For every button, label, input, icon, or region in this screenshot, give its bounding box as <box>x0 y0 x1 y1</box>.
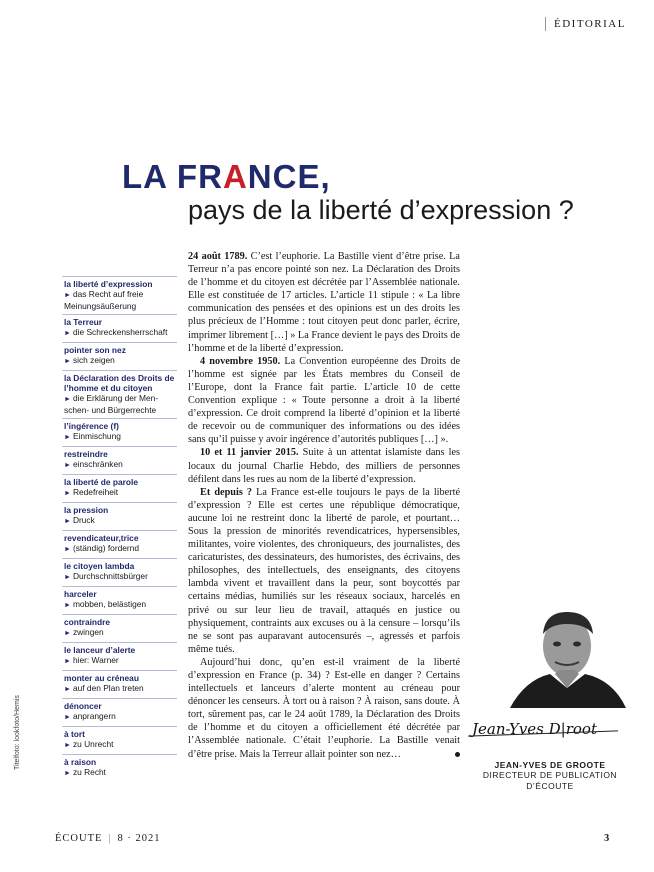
vocab-german-text: anprangern <box>72 711 116 721</box>
vocab-french: à raison <box>64 757 97 767</box>
vocab-item <box>62 502 177 530</box>
vocab-french: la liberté de parole <box>64 477 139 487</box>
headline-part-a: LA FR <box>122 158 223 195</box>
vocab-item <box>62 446 177 474</box>
vocab-item <box>62 370 177 418</box>
issue-number: 8 · 2021 <box>117 833 161 844</box>
footer-masthead <box>55 833 161 844</box>
arrow-icon: ► <box>64 574 71 581</box>
vocab-french: dénoncer <box>64 701 102 711</box>
vocab-german <box>64 627 177 639</box>
vocabulary-sidebar <box>62 276 177 782</box>
arrow-icon: ► <box>64 330 71 337</box>
vocab-german-text: zu Recht <box>72 767 106 777</box>
page-number: 3 <box>604 833 610 844</box>
vocab-german-text: zu Unrecht <box>72 739 114 749</box>
vocab-item <box>62 726 177 754</box>
vocab-item <box>62 754 177 782</box>
arrow-icon: ► <box>64 292 71 299</box>
arrow-icon: ► <box>64 546 71 553</box>
vocab-german-text: auf den Plan treten <box>72 683 144 693</box>
vocab-french: la Terreur <box>64 317 103 327</box>
arrow-icon: ► <box>64 518 71 525</box>
arrow-icon: ► <box>64 714 71 721</box>
vocab-german-text: das Recht auf freie Meinungsäußerung <box>64 289 144 311</box>
vocab-german-text: hier: Warner <box>72 655 119 665</box>
arrow-icon: ► <box>64 434 71 441</box>
headline-line1 <box>122 158 331 196</box>
vocab-german <box>64 599 177 611</box>
vocab-german <box>64 543 177 555</box>
paragraph-4-text: La France est-elle toujours le pays de la liberté d’expression ? Elle est certes une république démocratique, aucune loi ne restreint donc la liberté de parole, et pourtant… Sous la pression de minorités revendicatrices, hypersensibles, militantes, voire violentes, des chroniqueurs, des journalistes, des caricaturistes, des dessinateurs, des humoristes, des écrivains, des philosophes, des intellectuels, des enseignants, des citoyens lambda vivent et travaillent dans la peur, sont boycottés par certains médias, humiliés sur les réseaux sociaux, harcelés en privé ou sur leur lieu de travail, attaqués en justice ou physiquement, contraints aux excuses ou à la censure – lorsqu’ils ne se sont pas auparavant autocensurés –, agressés et parfois même tués. <box>188 486 460 655</box>
vocab-german <box>64 571 177 583</box>
photo-credit: Titelfoto: lookfoto/Hemis <box>14 695 21 770</box>
section-label: ÉDITORIAL <box>545 17 626 31</box>
vocab-french: la Déclaration des Droits de l’homme et du citoyen <box>64 373 175 393</box>
vocab-german <box>64 459 177 471</box>
vocab-french: restreindre <box>64 449 108 459</box>
arrow-icon: ► <box>64 396 71 403</box>
author-role <box>470 770 630 792</box>
vocab-german <box>64 327 177 339</box>
paragraph-2-text: La Convention européenne des Droits de l’homme est signée par les États membres du Conseil de l’Europe, dont la France fait partie. L’article 10 de cette Convention explique : « Toute personne a droit à la liberté d’expression. Ce droit comprend la liberté d’opinion et la liberté de recevoir ou de communiquer des informations ou des idées sans qu’il puisse y avoir ingérence d’autorités publiques […] ». <box>188 355 460 446</box>
magazine-name: ÉCOUTE <box>55 833 103 844</box>
article-body <box>188 250 460 761</box>
vocab-french: la pression <box>64 505 109 515</box>
vocab-french: contraindre <box>64 617 111 627</box>
arrow-icon: ► <box>64 770 71 777</box>
paragraph-1 <box>188 250 460 355</box>
arrow-icon: ► <box>64 602 71 609</box>
arrow-icon: ► <box>64 462 71 469</box>
end-mark-icon <box>455 752 460 757</box>
paragraph-3-text: Suite à un attentat islamiste dans les locaux du journal Charlie Hebdo, des milliers de personnes défilent dans les rues au nom de la liberté d’expression. <box>188 447 460 485</box>
date-2015: 10 et 11 janvier 2015. <box>200 447 299 459</box>
vocab-german <box>64 355 177 367</box>
headline-accent-letter: A <box>222 158 248 195</box>
vocab-german <box>64 711 177 723</box>
vocab-item <box>62 342 177 370</box>
vocab-german-text: die Erklärung der Menschen- und Bürgerrechte <box>64 393 159 415</box>
vocab-german <box>64 487 177 499</box>
lead-question: Et depuis ? <box>200 486 253 498</box>
vocab-german <box>64 515 177 527</box>
arrow-icon: ► <box>64 490 71 497</box>
vocab-german-text: (ständig) fordernd <box>72 543 140 553</box>
vocab-item <box>62 698 177 726</box>
vocab-german <box>64 289 177 311</box>
author-role-line1: DIRECTEUR DE PUBLICATION <box>482 770 618 780</box>
vocab-german-text: Durchschnittsbürger <box>72 571 148 581</box>
vocab-french: la liberté d’expression <box>64 279 153 289</box>
paragraph-5 <box>188 656 460 761</box>
vocab-item <box>62 418 177 446</box>
vocab-french: à tort <box>64 729 85 739</box>
arrow-icon: ► <box>64 686 71 693</box>
vocab-german-text: die Schreckensherrschaft <box>72 327 168 337</box>
vocab-german <box>64 767 177 779</box>
paragraph-4 <box>188 486 460 656</box>
date-1950: 4 novembre 1950. <box>200 355 281 367</box>
vocab-german-text: Druck <box>72 515 95 525</box>
vocab-french: le citoyen lambda <box>64 561 135 571</box>
vocab-german-text: Einmischung <box>72 431 121 441</box>
vocab-item <box>62 558 177 586</box>
arrow-icon: ► <box>64 658 71 665</box>
author-name: JEAN-YVES DE GROOTE <box>494 760 606 770</box>
arrow-icon: ► <box>64 630 71 637</box>
paragraph-1-text: C’est l’euphorie. La Bastille vient d’être prise. La Terreur n’a pas encore pointé son nez. La Déclaration des Droits de l’homme et du citoyen est décrétée par l’Assemblée nationale. Elle est constituée de 17 articles. L’article 11 stipule : « La libre communication des pensées et des opinions est un des droits les plus précieux de l’Homme : tout citoyen peut donc parler, écrire, imprimer librement […] » La France devient le pays des Droits de l’homme et de la liberté d’expression. <box>188 251 460 354</box>
vocab-german-text: einschränken <box>72 459 123 469</box>
paragraph-3 <box>188 446 460 485</box>
headline-line2: pays de la liberté d’expression ? <box>188 195 574 225</box>
vocab-german <box>64 739 177 751</box>
vocab-german <box>64 655 177 667</box>
author-role-line2: D’ÉCOUTE <box>526 781 574 791</box>
footer-separator: | <box>108 833 112 844</box>
arrow-icon: ► <box>64 358 71 365</box>
vocab-french: pointer son nez <box>64 345 126 355</box>
vocab-german-text: mobben, belästigen <box>72 599 147 609</box>
vocab-item <box>62 474 177 502</box>
paragraph-2 <box>188 355 460 447</box>
vocab-item <box>62 670 177 698</box>
vocab-german <box>64 431 177 443</box>
vocab-german-text: Redefreiheit <box>72 487 119 497</box>
author-signature: Jean-Yves D|root <box>472 720 597 738</box>
vocab-item <box>62 586 177 614</box>
date-1789: 24 août 1789. <box>188 251 248 262</box>
vocab-item <box>62 642 177 670</box>
vocab-german <box>64 393 177 415</box>
vocab-french: l’ingérence (f) <box>64 421 119 431</box>
vocab-german-text: zwingen <box>72 627 104 637</box>
vocab-french: monter au créneau <box>64 673 139 683</box>
vocab-item <box>62 614 177 642</box>
arrow-icon: ► <box>64 742 71 749</box>
vocab-item <box>62 314 177 342</box>
paragraph-5-text: Aujourd’hui donc, qu’en est-il vraiment de la liberté d’expression en France (p. 34) ? Est-elle en danger ? Certains intellectuels et lanceurs d’alerte montent au créneau pour dénoncer les censeurs. À tort ou à raison ? À raison, sans doute. À tort, sûrement pas, car le 24 août 1789, la Déclaration des Droits de l’homme et du citoyen a officiellement été décrétée par l’Assemblée nationale. C’était l’euphorie. La Bastille venait d’être prise. Mais la Terreur allait pointer son nez… <box>188 656 460 760</box>
vocab-french: revendicateur,trice <box>64 533 139 543</box>
vocab-german-text: sich zeigen <box>72 355 115 365</box>
vocab-french: harceler <box>64 589 97 599</box>
vocab-french: le lanceur d’alerte <box>64 645 136 655</box>
author-photo <box>505 604 626 708</box>
headline-part-b: NCE, <box>247 158 331 195</box>
vocab-item <box>62 276 177 314</box>
vocab-item <box>62 530 177 558</box>
vocab-german <box>64 683 177 695</box>
